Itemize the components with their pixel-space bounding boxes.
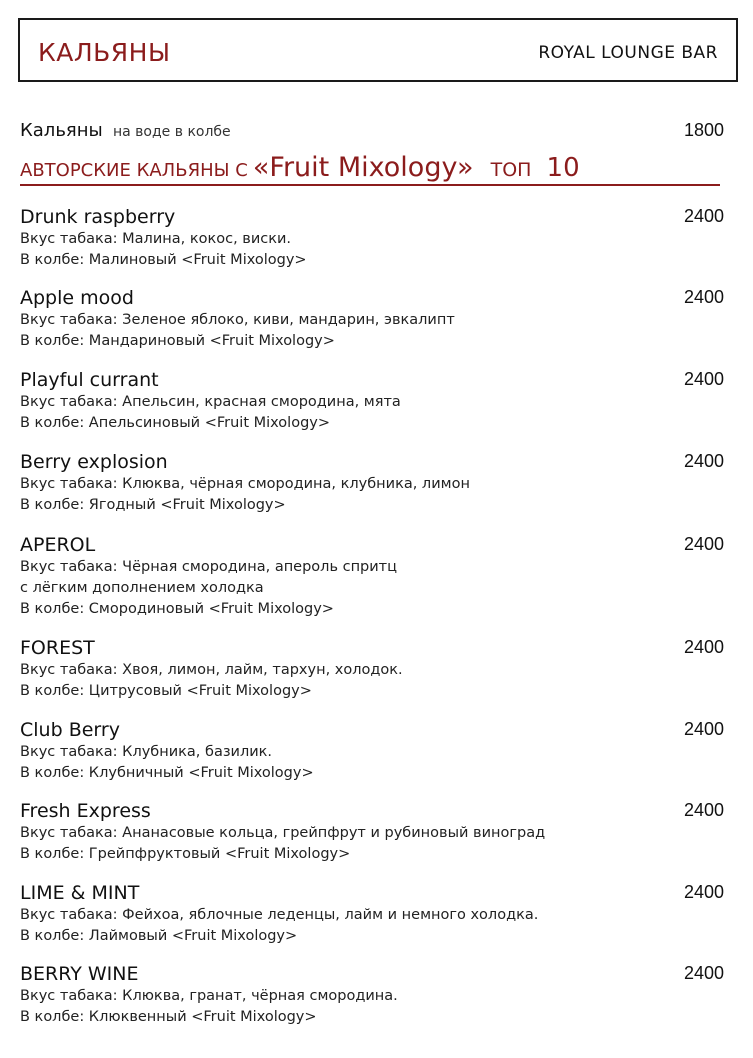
menu-item-name: Berry explosion	[20, 451, 168, 473]
menu-item-flask: В колбе: Малиновый <Fruit Mixology>	[20, 252, 307, 268]
menu-item-name: BERRY WINE	[20, 963, 139, 985]
menu-item-flask: В колбе: Цитрусовый <Fruit Mixology>	[20, 683, 312, 699]
menu-item-description: Вкус табака: Клубника, базилик.	[20, 744, 273, 760]
basic-hookah-row	[20, 120, 724, 144]
menu-item-description: Вкус табака: Малина, кокос, виски.	[20, 231, 292, 247]
menu-item-price: 2400	[683, 800, 724, 820]
menu-item-name: APEROL	[20, 534, 96, 556]
menu-item-price: 2400	[683, 206, 724, 226]
menu-item-flask: В колбе: Смородиновый <Fruit Mixology>	[20, 601, 334, 617]
basic-hookah-subtitle: на воде в колбе	[113, 124, 231, 140]
menu-item	[20, 718, 724, 784]
brand-name: ROYAL LOUNGE BAR	[538, 43, 718, 63]
menu-item-description: с лёгким дополнением холодка	[20, 580, 264, 596]
menu-item-flask: В колбе: Грейпфруктовый <Fruit Mixology>	[20, 846, 351, 862]
menu-item-description: Вкус табака: Клюква, чёрная смородина, клубника, лимон	[20, 476, 470, 492]
menu-item-description: Вкус табака: Клюква, гранат, чёрная смородина.	[20, 988, 398, 1004]
menu-item-name: LIME & MINT	[20, 882, 140, 904]
section-title-count: 10	[546, 153, 580, 183]
menu-item-description: Вкус табака: Апельсин, красная смородина, мята	[20, 394, 401, 410]
menu-item-price: 2400	[683, 882, 724, 902]
menu-item-price: 2400	[683, 534, 724, 554]
header-box	[18, 18, 738, 82]
section-title	[20, 152, 580, 183]
section-title-part1: АВТОРСКИЕ КАЛЬЯНЫ С	[20, 160, 248, 181]
menu-item-description: Вкус табака: Зеленое яблоко, киви, мандарин, эвкалипт	[20, 312, 455, 328]
menu-item-flask: В колбе: Клубничный <Fruit Mixology>	[20, 765, 314, 781]
menu-item	[20, 799, 724, 865]
menu-item-name: Drunk raspberry	[20, 206, 176, 228]
menu-item-description: Вкус табака: Фейхоа, яблочные леденцы, лайм и немного холодка.	[20, 907, 539, 923]
menu-item	[20, 881, 724, 947]
menu-item	[20, 286, 724, 352]
menu-item-name: Fresh Express	[20, 800, 151, 822]
page-title: КАЛЬЯНЫ	[38, 38, 171, 67]
menu-item-price: 2400	[683, 963, 724, 983]
menu-item-name: Apple mood	[20, 287, 134, 309]
menu-item-price: 2400	[683, 287, 724, 307]
menu-item-flask: В колбе: Лаймовый <Fruit Mixology>	[20, 928, 298, 944]
menu-item-name: FOREST	[20, 637, 95, 659]
basic-hookah-name: Кальяны	[20, 120, 103, 141]
section-title-top: ТОП	[490, 159, 532, 181]
menu-item-price: 2400	[683, 719, 724, 739]
menu-item-flask: В колбе: Мандариновый <Fruit Mixology>	[20, 333, 335, 349]
menu-item-flask: В колбе: Апельсиновый <Fruit Mixology>	[20, 415, 331, 431]
section-divider	[20, 184, 720, 186]
menu-item-price: 2400	[683, 451, 724, 471]
section-title-brand: «Fruit Mixology»	[252, 152, 474, 183]
menu-item-description: Вкус табака: Чёрная смородина, апероль спритц	[20, 559, 397, 575]
menu-item	[20, 368, 724, 434]
menu-item	[20, 533, 724, 620]
menu-item	[20, 205, 724, 271]
menu-item	[20, 636, 724, 702]
menu-item-name: Playful currant	[20, 369, 159, 391]
menu-item-price: 2400	[683, 369, 724, 389]
menu-item-name: Club Berry	[20, 719, 120, 741]
basic-hookah-price: 1800	[683, 120, 724, 140]
menu-item-description: Вкус табака: Хвоя, лимон, лайм, тархун, холодок.	[20, 662, 403, 678]
menu-item	[20, 962, 724, 1028]
menu-item-flask: В колбе: Клюквенный <Fruit Mixology>	[20, 1009, 317, 1025]
menu-item-price: 2400	[683, 637, 724, 657]
menu-item-description: Вкус табака: Ананасовые кольца, грейпфрут и рубиновый виноград	[20, 825, 546, 841]
menu-item-flask: В колбе: Ягодный <Fruit Mixology>	[20, 497, 286, 513]
menu-item	[20, 450, 724, 516]
